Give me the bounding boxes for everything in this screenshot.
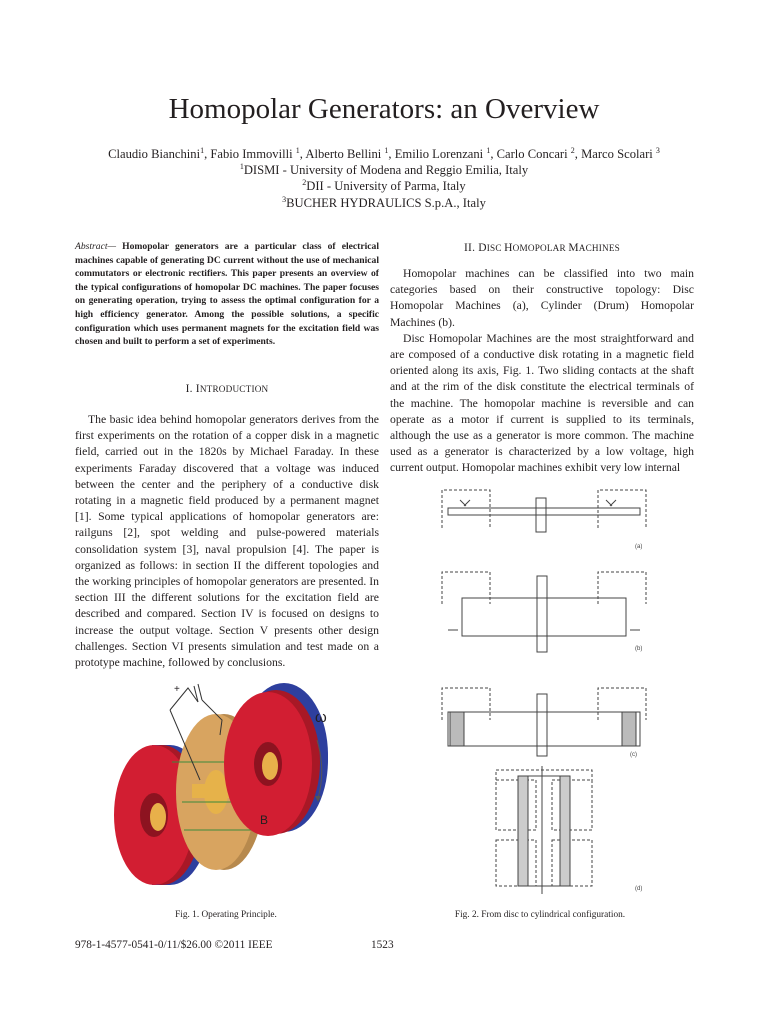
subfigure-c [442, 688, 646, 756]
paper-title: Homopolar Generators: an Overview [168, 93, 600, 125]
section-initial: H [504, 242, 513, 254]
affiliation-number: 2 [302, 178, 307, 187]
section-rest: ISC [486, 243, 505, 253]
paragraph-text: Disc Homopolar Machines are the most straightforward and are composed of a conductive disk rotating in a magnetic field oriented along its axis, Fig. 1. Two sliding contacts at the shaft and at the rim of the disk constitute the electrical terminals of the machine. The homopolar machine is reversible and can operate as a motor if current is supplied to its terminals, although the use as a generator is more common. The machine used as a generator is characterized by a low voltage, high current output. Homopolar machines exhibit very low internal [390, 331, 694, 475]
affiliation-text: DISMI - University of Modena and Reggio Emilia, Italy [243, 163, 529, 177]
affiliation-text: DII - University of Parma, Italy [306, 179, 466, 193]
figure-1-operating-principle [112, 680, 340, 895]
author-affiliation: 1 [384, 146, 389, 155]
affiliation-1 [0, 162, 768, 179]
author-separator: , [490, 147, 497, 161]
section-heading-introduction [75, 382, 379, 396]
section-number: II. [464, 242, 479, 254]
abstract [75, 240, 379, 349]
section-initial: D [478, 242, 487, 254]
plus-terminal-label: + [174, 684, 180, 695]
author-name: Alberto Bellini [305, 147, 385, 161]
section-rest: NTRODUCTION [199, 384, 269, 394]
introduction-paragraph [75, 412, 379, 671]
affiliation-3 [0, 195, 768, 212]
section-initial: M [568, 242, 579, 254]
abstract-body: Homopolar generators are a particular class of electrical machines capable of generating DC current without the use of mechanical commutators or electronic rectifiers. This paper presents an overview of the typical configurations of homopolar DC machines. The paper focuses on generating operation, trying to assess the optimal configuration for a high efficiency generator. Among the possible solutions, a specific configuration which uses permanent magnets for the excitation field was chosen and built to perform a set of experiments. [75, 241, 379, 348]
section-rest: ACHINES [578, 243, 620, 253]
right-magnet [224, 683, 328, 836]
author-affiliation: 3 [655, 146, 660, 155]
author-affiliation: 1 [295, 146, 300, 155]
subfigure-d [496, 766, 592, 894]
b-field-label: B [260, 813, 269, 827]
author-name: Emilio Lorenzani [394, 147, 487, 161]
affiliation-text: BUCHER HYDRAULICS S.p.A., Italy [286, 196, 486, 210]
paragraph-text: The basic idea behind homopolar generators derives from the first experiments on the rotation of a copper disk in a magnetic field, carried out in the 1820s by Michael Faraday. In these experiments Faraday discovered that a voltage was induced between the center and the periphery of a conductive disk rotating in a magnetic field produced by a permanent magnet [1]. Some typical applications of homopolar generators are: railguns [2], spot welding and pulse-powered materials consolidation system [3], naval propulsion [4]. The paper is organized as follows: in section II the different topologies and the working principles of homopolar generators are presented. In section III the different solutions for the excitation field are described and compared. Section IV is focused on designs to increase the output voltage. Section V presents other design challenges. Section VI presents simulation and test made on a prototype machine, followed by conclusions. [75, 413, 379, 670]
page-number: 1523 [371, 939, 394, 951]
figure-2-disc-to-cylinder [430, 480, 650, 900]
affiliation-number: 1 [239, 162, 244, 171]
author-name: Carlo Concari [496, 147, 571, 161]
subfigure-label: (a) [635, 544, 643, 550]
section-number: I. [185, 383, 196, 395]
figure-1-caption: Fig. 1. Operating Principle. [175, 910, 277, 920]
figure-2-caption: Fig. 2. From disc to cylindrical configuration. [454, 910, 626, 920]
abstract-label: Abstract— [75, 241, 117, 252]
author-affiliation: 1 [200, 146, 205, 155]
author-affiliation: 1 [486, 146, 491, 155]
disc-homopolar-paragraphs [390, 266, 694, 477]
author-separator: , [299, 147, 306, 161]
affiliation-2 [0, 178, 768, 195]
section-rest: OMOPOLAR [512, 243, 569, 253]
section-heading-disc-homopolar [390, 241, 694, 255]
author-separator: , [388, 147, 395, 161]
subfigure-label: (d) [635, 886, 643, 892]
author-name: Marco Scolari [581, 147, 656, 161]
affiliation-number: 3 [282, 195, 287, 204]
author-name: Fabio Immovilli [210, 147, 296, 161]
author-name: Claudio Bianchini [108, 147, 201, 161]
isbn-footer: 978-1-4577-0541-0/11/$26.00 ©2011 IEEE [75, 939, 273, 951]
subfigure-b [442, 572, 646, 652]
paragraph-text: Homopolar machines can be classified into two main categories based on their constructive topology: Disc Homopolar Machines (a), Cylinder (Drum) Homopolar Machines (b). [390, 267, 694, 329]
subfigure-label: (c) [630, 752, 637, 758]
author-separator: , [574, 147, 582, 161]
author-separator: , [204, 147, 211, 161]
subfigure-a [442, 490, 646, 532]
omega-label: ω [315, 709, 327, 726]
author-list [0, 146, 768, 163]
subfigure-label: (b) [635, 646, 643, 652]
section-initial: I [195, 383, 200, 395]
author-affiliation: 2 [570, 146, 575, 155]
